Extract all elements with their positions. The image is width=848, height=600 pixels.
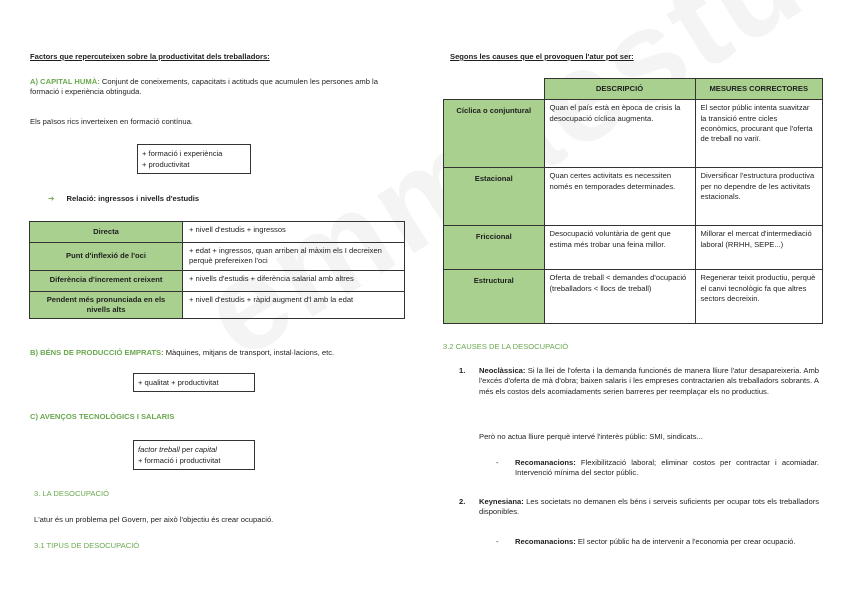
qualitat-box bbox=[133, 373, 255, 392]
item-2-text: Les societats no demanen els béns i serveis suficients per ocupar tots els treballadors disponibles. bbox=[479, 497, 819, 517]
col-measures-header: MESURES CORRECTORES bbox=[695, 79, 823, 100]
avencos-heading: C) AVENÇOS TECNOLÒGICS I SALARIS bbox=[30, 412, 175, 421]
factor-treball-line2: + formació i productivitat bbox=[138, 456, 221, 465]
arrow-right-icon: ➔ bbox=[48, 194, 55, 203]
capital-huma-paragraph bbox=[30, 77, 400, 98]
rec-1-dash: - bbox=[496, 458, 499, 467]
table-row bbox=[444, 226, 823, 270]
formacio-box bbox=[137, 144, 251, 174]
item-2-label: Keynesiana: bbox=[479, 497, 524, 506]
row-measures: Millorar el mercat d'intermediació laboral (RRHH, SEPE...) bbox=[695, 226, 823, 270]
table-row bbox=[30, 270, 405, 291]
item-1-number: 1. bbox=[459, 366, 466, 375]
item-1-label: Neoclàssica: bbox=[479, 366, 526, 375]
table-row bbox=[30, 243, 405, 271]
capital-huma-label: A) CAPITAL HUMÀ: bbox=[30, 77, 100, 86]
table-cell-label: Diferència d'increment creixent bbox=[30, 270, 183, 291]
row-type-estructural: Estructural bbox=[444, 270, 545, 324]
item-1-paragraph bbox=[479, 366, 819, 397]
row-measures: Diversificar l'estructura productiva per no dependre de les activitats estacionals. bbox=[695, 168, 823, 226]
rec-2-paragraph bbox=[515, 537, 819, 547]
table-cell-label: Pendent més pronunciada en els nivells alts bbox=[30, 291, 183, 319]
item-1-text: Si la llei de l'oferta i la demanda funcionés de manera lliure l'atur desapareixeria. Amb l'excés d'oferta de mà d'obra; baixen salaris i les empreses contractarien als treballadors sobrants. A més els costos dels acomiadaments serien barreres per reemplaçar els no productius. bbox=[479, 366, 819, 396]
relation-text: Relació: ingressos i nivells d'estudis bbox=[66, 194, 200, 203]
factor-treball-box bbox=[133, 440, 255, 470]
empty-header-cell bbox=[444, 79, 545, 100]
rec-2-label: Recomanacions: bbox=[515, 537, 576, 546]
relation-table bbox=[29, 221, 405, 319]
section-3-1-heading: 3.1 TIPUS DE DESOCUPACIÓ bbox=[34, 541, 140, 550]
row-desc: Oferta de treball < demandes d'ocupació (treballadors < llocs de treball) bbox=[544, 270, 695, 324]
factor-treball-line1 bbox=[138, 444, 250, 455]
table-row bbox=[444, 168, 823, 226]
row-type-estacional: Estacional bbox=[444, 168, 545, 226]
bens-produccio-paragraph bbox=[30, 348, 334, 358]
table-row bbox=[30, 291, 405, 319]
section-3-heading: 3. LA DESOCUPACIÓ bbox=[34, 489, 109, 498]
row-desc: Desocupació voluntària de gent que estima més trobar una feina millor. bbox=[544, 226, 695, 270]
relation-heading bbox=[48, 194, 199, 204]
row-type-ciclica: Cíclica o conjuntural bbox=[444, 100, 545, 168]
rec-2-text: El sector públic ha de intervenir a l'economia per crear ocupació. bbox=[577, 537, 796, 546]
table-cell-label: Punt d'inflexió de l'oci bbox=[30, 243, 183, 271]
row-desc: Quan certes activitats es necessiten només en temporades determinades. bbox=[544, 168, 695, 226]
unemployment-table bbox=[443, 78, 823, 324]
formacio-box-line1: + formació i experiència bbox=[142, 149, 223, 158]
rec-2-dash: - bbox=[496, 537, 499, 546]
row-measures: Regenerar teixit productiu, perquè el canvi tecnològic fa que altres sectors decreixin. bbox=[695, 270, 823, 324]
rec-1-label: Recomanacions: bbox=[515, 458, 576, 467]
table-cell-label: Directa bbox=[30, 222, 183, 243]
table-cell-value: + nivells d'estudis + diferència salarial amb altres bbox=[183, 270, 405, 291]
factor-treball-per: per bbox=[181, 445, 193, 454]
col-description-header: DESCRIPCIÓ bbox=[544, 79, 695, 100]
table-header-row bbox=[444, 79, 823, 100]
row-measures: El sector públic intenta suavitzar la transició entre cicles econòmics, procurant que l'oferta de treball no variï. bbox=[695, 100, 823, 168]
capital-huma-text: Conjunt de coneixements, capacitats i actituds que acumulen les persones amb la formació i experiència obtinguda. bbox=[30, 77, 378, 97]
formacio-box-line2: + productivitat bbox=[142, 160, 190, 169]
section-3-2-heading: 3.2 CAUSES DE LA DESOCUPACIÓ bbox=[443, 342, 569, 351]
qualitat-box-text: + qualitat + productivitat bbox=[138, 378, 219, 387]
row-desc: Quan el país està en època de crisis la desocupació cíclica augmenta. bbox=[544, 100, 695, 168]
factor-treball-capital: capital bbox=[195, 445, 217, 454]
table-row bbox=[444, 100, 823, 168]
factor-treball-italic: factor treball bbox=[138, 445, 180, 454]
section-3-text: L'atur és un problema pel Govern, per això l'objectiu és crear ocupació. bbox=[34, 515, 274, 524]
item-2-number: 2. bbox=[459, 497, 466, 506]
item-2-paragraph bbox=[479, 497, 819, 518]
rich-countries-text: Els països rics inverteixen en formació contínua. bbox=[30, 117, 193, 126]
table-row bbox=[30, 222, 405, 243]
rec-1-paragraph bbox=[515, 458, 819, 479]
bens-produccio-label: B) BÉNS DE PRODUCCIÓ EMPRATS: bbox=[30, 348, 164, 357]
left-title: Factors que repercuteixen sobre la productivitat dels treballadors: bbox=[30, 52, 270, 61]
row-type-friccional: Friccional bbox=[444, 226, 545, 270]
bens-produccio-text: Màquines, mitjans de transport, instal·lacions, etc. bbox=[165, 348, 335, 357]
item-1-note: Però no actua lliure perquè intervé l'interès públic: SMI, sindicats... bbox=[479, 432, 703, 441]
table-cell-value: + edat + ingressos, quan arriben al màxim els I decreixen perquè prefereixen l'oci bbox=[183, 243, 405, 271]
rec-1-text: Flexibilització laboral; eliminar costos per contractar i acomiadar. Intervenció mínima del sector públic. bbox=[515, 458, 819, 478]
right-title: Segons les causes que el provoquen l'atur pot ser: bbox=[450, 52, 634, 61]
table-cell-value: + nivell d'estudis + ingressos bbox=[183, 222, 405, 243]
table-cell-value: + nivell d'estudis + ràpid augment d'l amb la edat bbox=[183, 291, 405, 319]
table-row bbox=[444, 270, 823, 324]
